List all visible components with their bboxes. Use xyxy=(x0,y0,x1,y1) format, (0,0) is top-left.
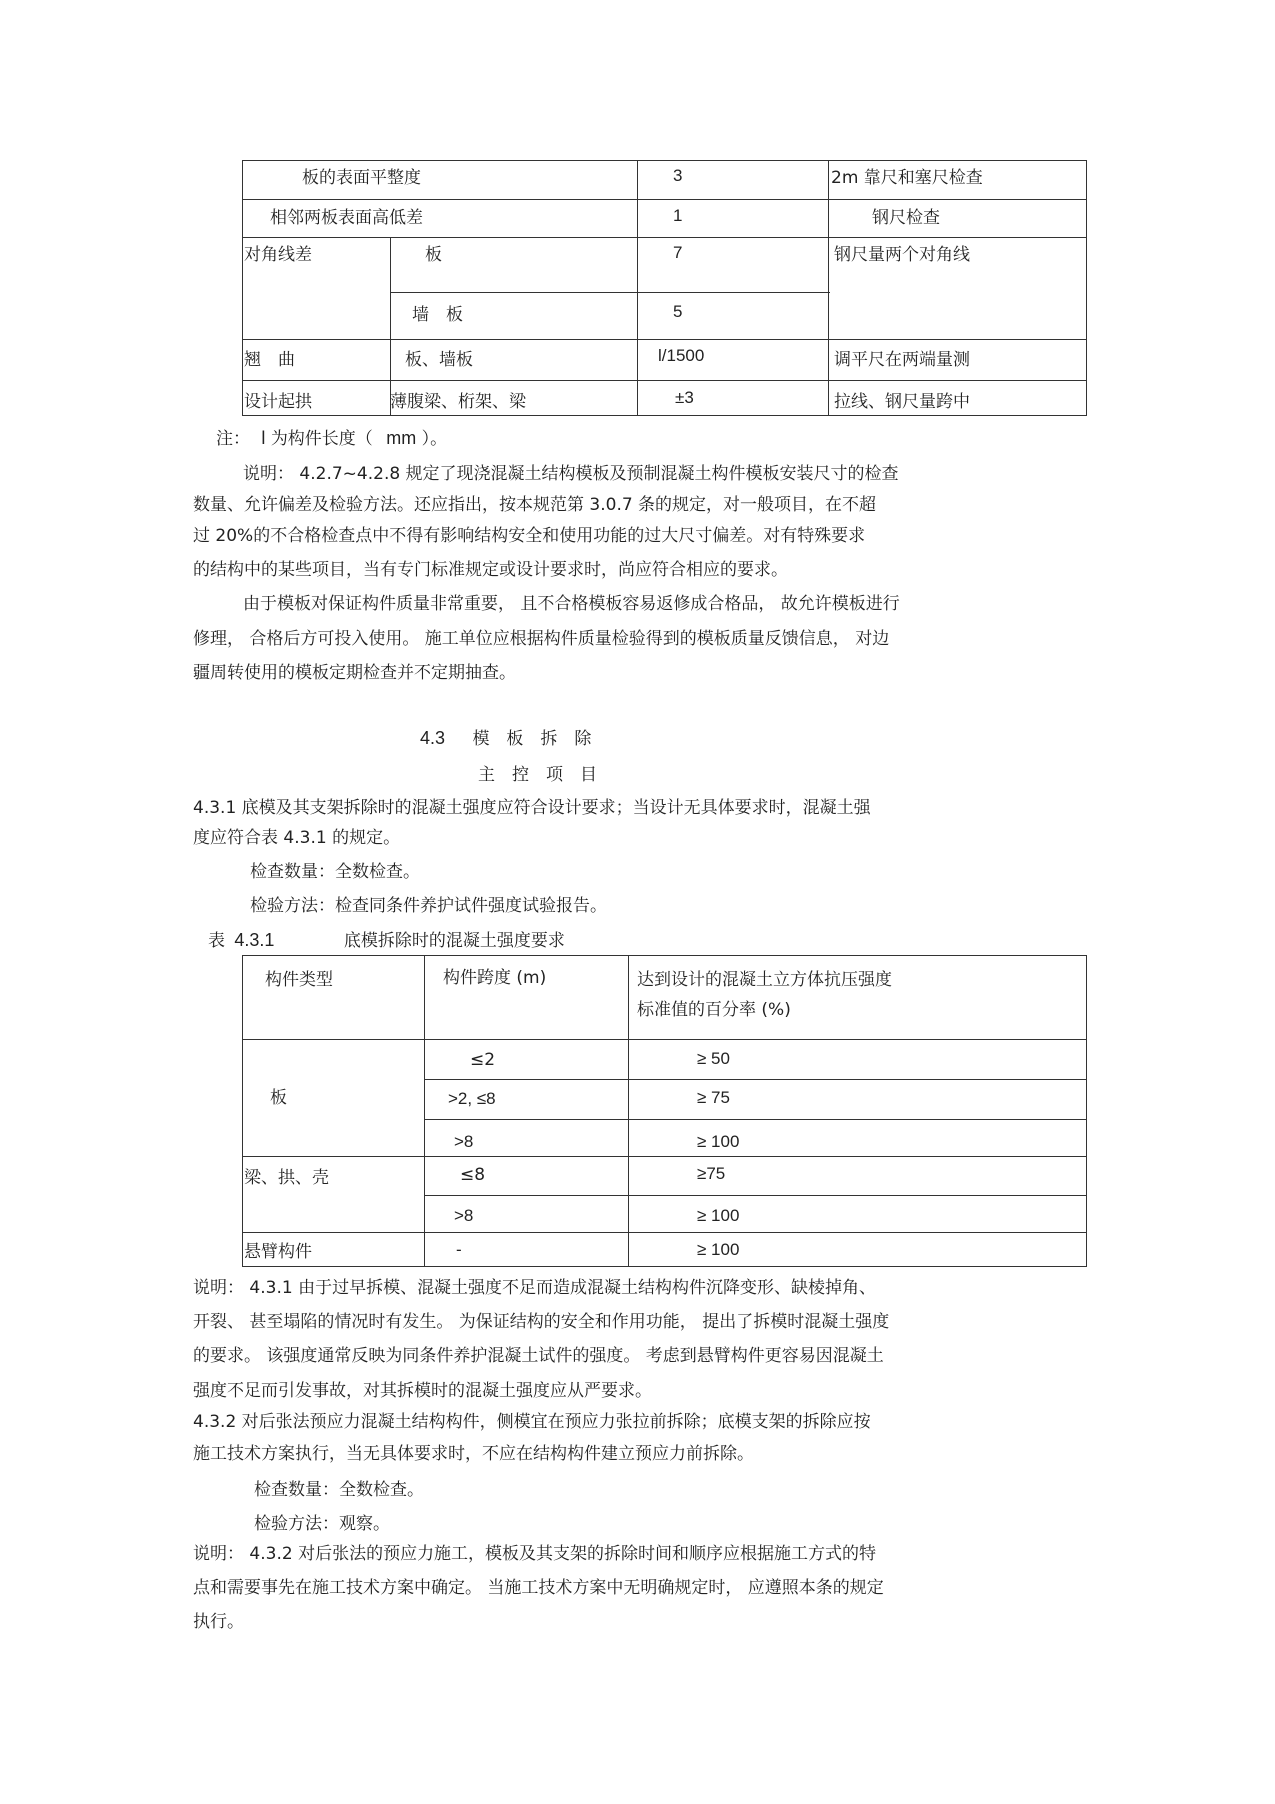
table-cell: 设计起拱 xyxy=(244,392,312,412)
table-cell: ≤2 xyxy=(470,1050,496,1070)
note-suffix: ）。 xyxy=(421,429,448,449)
table-cell: 对角线差 xyxy=(244,245,312,265)
text-line: 数量、允许偏差及检验方法。还应指出，按本规范第 3.0.7 条的规定，对一般项目，在不超 xyxy=(193,495,877,515)
table-cell: 板 xyxy=(425,245,442,265)
table-cell: 钢尺检查 xyxy=(872,208,940,228)
table-cell: 5 xyxy=(673,302,683,321)
table-cell: >8 xyxy=(454,1132,474,1151)
table-cell: 板的表面平整度 xyxy=(302,168,421,188)
table-cell: ≥ 50 xyxy=(697,1049,730,1068)
table-cell: l/1500 xyxy=(658,346,705,365)
table-cell: ≤8 xyxy=(460,1165,486,1185)
text-line: 点和需要事先在施工技术方案中确定。 当施工技术方案中无明确规定时， 应遵照本条的规定 xyxy=(193,1578,884,1598)
text-line: 度应符合表 4.3.1 的规定。 xyxy=(193,828,401,848)
table-cell: 薄腹梁、桁架、梁 xyxy=(390,392,526,412)
table-cell: ≥ 100 xyxy=(697,1206,740,1225)
text-line: 说明： 4.3.1 由于过早拆模、混凝土强度不足而造成混凝土结构构件沉降变形、缺棱掉角、 xyxy=(193,1278,877,1298)
table-cell: ≥ 100 xyxy=(697,1132,740,1151)
text-line: 说明： 4.3.2 对后张法的预应力施工，模板及其支架的拆除时间和顺序应根据施工方式的特 xyxy=(193,1544,877,1564)
caption-prefix: 表 xyxy=(208,931,225,951)
check-quantity: 检查数量：全数检查。 xyxy=(254,1480,424,1500)
section-title: 模 板 拆 除 xyxy=(472,729,592,749)
table-cell: ≥ 75 xyxy=(697,1088,730,1107)
table-cell: 板、墙板 xyxy=(405,350,473,370)
text-line: 施工技术方案执行，当无具体要求时，不应在结构构件建立预应力前拆除。 xyxy=(193,1444,754,1464)
table-cell: 2m 靠尺和塞尺检查 xyxy=(831,168,983,188)
table-header: 达到设计的混凝土立方体抗压强度 xyxy=(637,970,892,990)
table-cell: 板 xyxy=(270,1088,287,1108)
table-note xyxy=(216,428,447,449)
table-header: 标准值的百分率 (%) xyxy=(637,1000,791,1020)
table-cell: 拉线、钢尺量跨中 xyxy=(834,392,970,412)
text-line: 开裂、 甚至塌陷的情况时有发生。 为保证结构的安全和作用功能， 提出了拆模时混凝土强度 xyxy=(193,1312,890,1332)
note-text: 为构件长度（ xyxy=(270,429,373,449)
table-header: 构件跨度 (m) xyxy=(443,968,547,988)
table-cell: 梁、拱、壳 xyxy=(244,1168,329,1188)
table-cell: ≥75 xyxy=(697,1164,726,1183)
table-cell: 钢尺量两个对角线 xyxy=(834,245,970,265)
table-cell: >8 xyxy=(454,1206,474,1225)
text-line: 强度不足而引发事故，对其拆模时的混凝土强度应从严要求。 xyxy=(193,1381,652,1401)
table-cell: ±3 xyxy=(675,388,694,407)
table-cell: 调平尺在两端量测 xyxy=(834,350,970,370)
table-caption xyxy=(208,930,565,951)
table-cell: >2, ≤8 xyxy=(448,1089,496,1108)
note-unit: mm xyxy=(386,428,417,448)
table-cell: - xyxy=(456,1240,462,1259)
note-prefix: 注： xyxy=(216,429,250,449)
caption-number: 4.3.1 xyxy=(234,930,275,950)
table-header: 构件类型 xyxy=(265,970,333,990)
table-cell: 3 xyxy=(673,166,683,185)
text-line: 的结构中的某些项目，当有专门标准规定或设计要求时，尚应符合相应的要求。 xyxy=(193,560,788,580)
text-line: 过 20%的不合格检查点中不得有影响结构安全和使用功能的过大尺寸偏差。对有特殊要求 xyxy=(193,526,866,546)
text-line: 4.3.2 对后张法预应力混凝土结构构件，侧模宜在预应力张拉前拆除；底模支架的拆除应按 xyxy=(193,1412,871,1432)
table-cell: ≥ 100 xyxy=(697,1240,740,1259)
text-line: 的要求。 该强度通常反映为同条件养护混凝土试件的强度。 考虑到悬臂构件更容易因混凝土 xyxy=(193,1346,884,1366)
section-number: 4.3 xyxy=(420,728,446,748)
check-quantity: 检查数量：全数检查。 xyxy=(250,862,420,882)
text-line: 说明： 4.2.7~4.2.8 规定了现浇混凝土结构模板及预制混凝土构件模板安装尺寸的检查 xyxy=(243,464,899,484)
table-cell: 翘 曲 xyxy=(244,350,295,370)
text-line: 疆周转使用的模板定期检查并不定期抽查。 xyxy=(193,663,516,683)
text-line: 4.3.1 底模及其支架拆除时的混凝土强度应符合设计要求；当设计无具体要求时，混凝土强 xyxy=(193,798,871,818)
table-cell: 7 xyxy=(673,243,683,262)
table-cell: 墙 板 xyxy=(412,305,463,325)
check-method: 检验方法：检查同条件养护试件强度试验报告。 xyxy=(250,896,607,916)
check-method: 检验方法：观察。 xyxy=(254,1514,390,1534)
text-line: 由于模板对保证构件质量非常重要， 且不合格模板容易返修成合格品， 故允许模板进行 xyxy=(243,594,900,614)
section-subtitle: 主 控 项 目 xyxy=(478,765,597,785)
table-cell: 悬臂构件 xyxy=(244,1242,312,1262)
table-cell: 1 xyxy=(673,206,683,225)
text-line: 执行。 xyxy=(193,1612,244,1632)
caption-title: 底模拆除时的混凝土强度要求 xyxy=(343,931,565,951)
text-line: 修理， 合格后方可投入使用。 施工单位应根据构件质量检验得到的模板质量反馈信息， 对边 xyxy=(193,629,890,649)
section-heading xyxy=(420,728,591,749)
table-cell: 相邻两板表面高低差 xyxy=(270,208,423,228)
note-variable: l xyxy=(261,428,266,448)
